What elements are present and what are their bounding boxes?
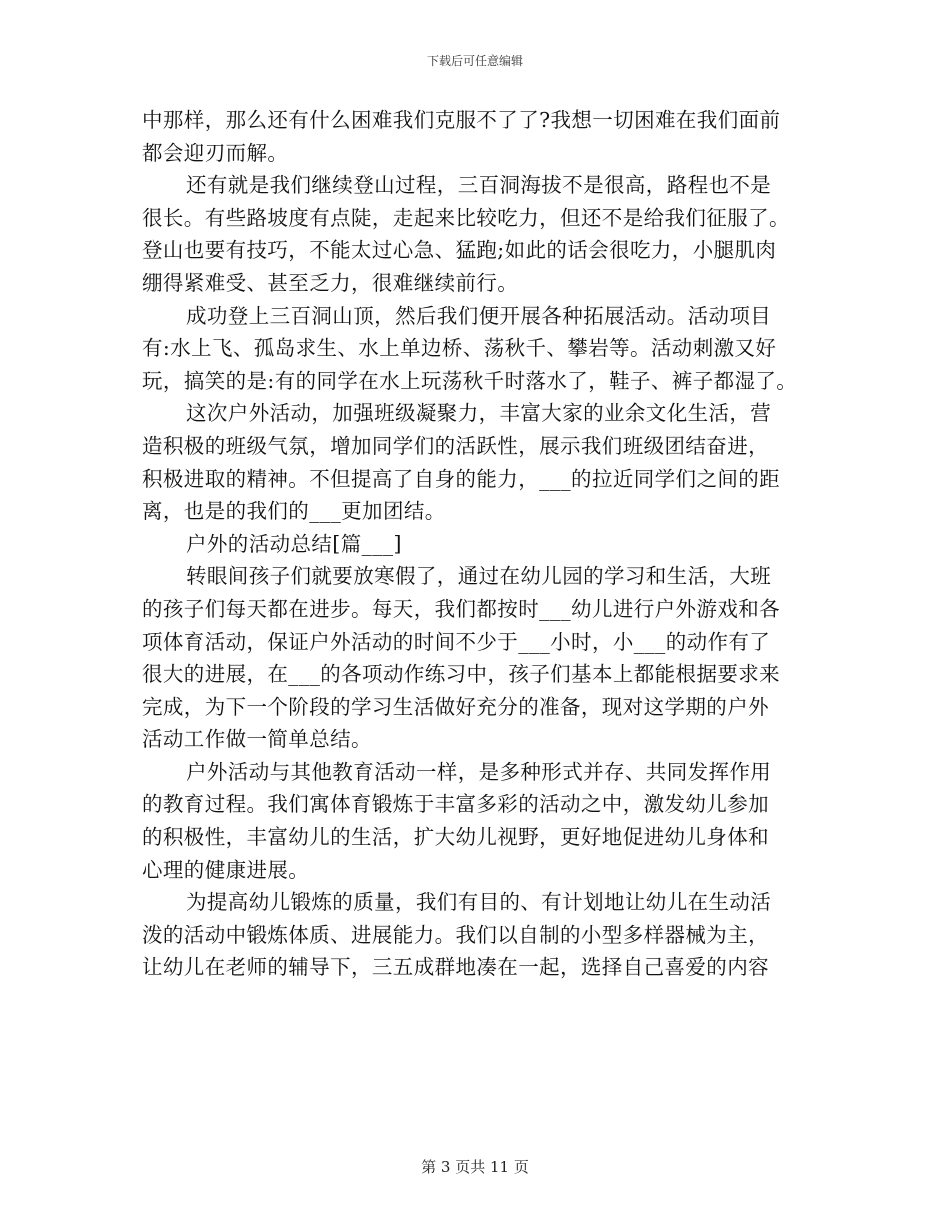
text-line: 让幼儿在老师的辅导下，三五成群地凑在一起，选择自己喜爱的内容: [142, 955, 769, 980]
text-line: 的孩子们每天都在进步。每天，我们都按时___幼儿进行户外游戏和各: [142, 596, 781, 621]
text-line: 绷得紧难受、甚至乏力，很难继续前行。: [142, 270, 519, 295]
text-line: 很长。有些路坡度有点陡，走起来比较吃力，但还不是给我们征服了。: [142, 205, 790, 230]
text-line: 项体育活动，保证户外活动的时间不少于___小时，小___的动作有了: [142, 629, 771, 654]
text-line: 成功登上三百洞山顶，然后我们便开展各种拓展活动。活动项目: [186, 303, 772, 328]
text-line: 的积极性，丰富幼儿的生活，扩大幼儿视野，更好地促进幼儿身体和: [142, 825, 769, 850]
text-line: 泼的活动中锻炼体质、进展能力。我们以自制的小型多样器械为主，: [142, 922, 769, 947]
text-line: 有:水上飞、孤岛求生、水上单边桥、荡秋千、攀岩等。活动刺激又好: [142, 336, 777, 361]
text-line: 积极进取的精神。不但提高了自身的能力，___的拉近同学们之间的距: [142, 466, 781, 491]
section-heading: 户外的活动总结[篇___]: [186, 531, 402, 556]
text-line: 很大的进展，在___的各项动作练习中，孩子们基本上都能根据要求来: [142, 662, 781, 687]
text-line: 还有就是我们继续登山过程，三百洞海拔不是很高，路程也不是: [186, 173, 772, 198]
text-line: 户外活动与其他教育活动一样，是多种形式并存、共同发挥作用: [186, 759, 772, 784]
text-line: 完成，为下一个阶段的学习生活做好充分的准备，现对这学期的户外: [142, 694, 769, 719]
page-header: 下载后可任意编辑: [426, 54, 523, 68]
text-line: 登山也要有技巧，不能太过心急、猛跑;如此的话会很吃力，小腿肌肉: [142, 238, 777, 263]
text-line: 活动工作做一简单总结。: [142, 727, 372, 752]
text-line: 都会迎刃而解。: [142, 140, 289, 165]
page-footer: 第 3 页共 11 页: [421, 1158, 529, 1176]
text-line: 为提高幼儿锻炼的质量，我们有目的、有计划地让幼儿在生动活: [186, 890, 772, 915]
document-body: [142, 104, 822, 984]
text-line: 玩，搞笑的是:有的同学在水上玩荡秋千时落水了，鞋子、裤子都湿了。: [142, 368, 798, 393]
text-line: 转眼间孩子们就要放寒假了，通过在幼儿园的学习和生活，大班: [186, 564, 772, 589]
text-line: 离，也是的我们的___更加团结。: [142, 499, 446, 524]
text-line: 中那样，那么还有什么困难我们克服不了了?我想一切困难在我们面前: [142, 108, 781, 132]
text-line: 造积极的班级气氛，增加同学们的活跃性，展示我们班级团结奋进，: [142, 433, 769, 458]
text-line: 这次户外活动，加强班级凝聚力，丰富大家的业余文化生活，营: [186, 401, 772, 426]
text-line: 心理的健康进展。: [142, 857, 310, 882]
text-line: 的教育过程。我们寓体育锻炼于丰富多彩的活动之中，激发幼儿参加: [142, 792, 769, 817]
